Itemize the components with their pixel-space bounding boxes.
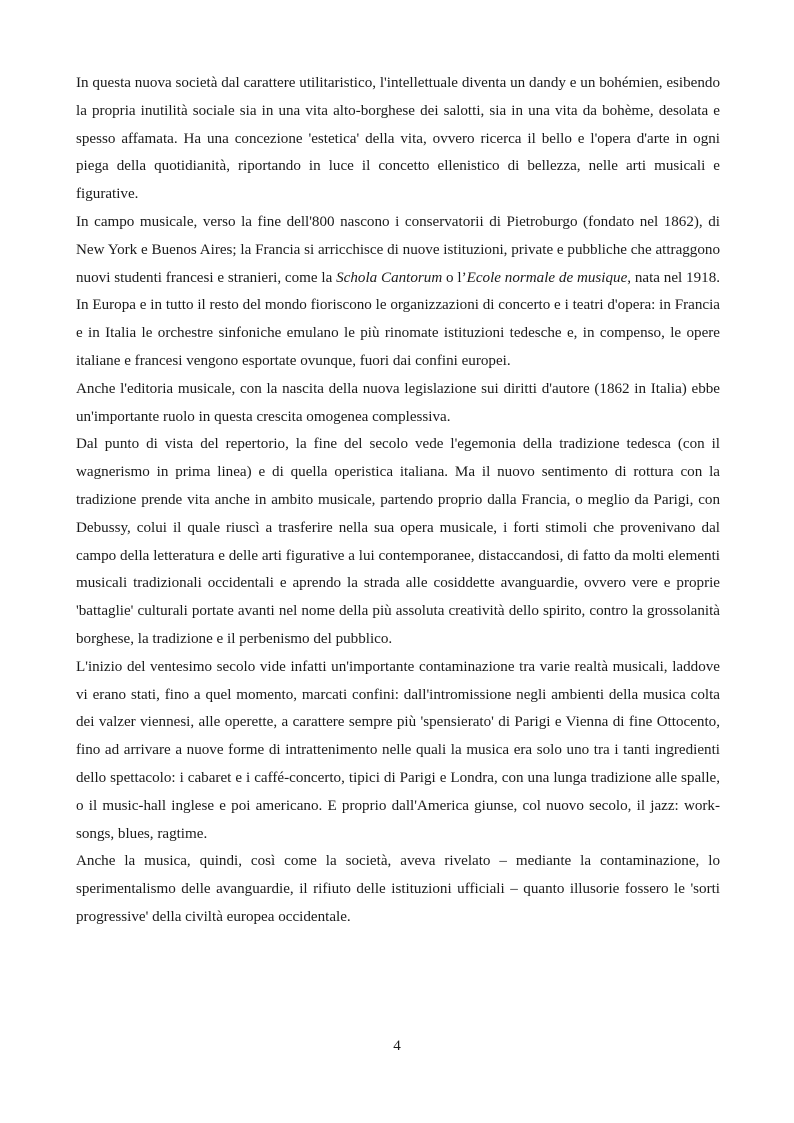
paragraph-musical-institutions [76,209,720,376]
paragraph-text: , nata nel 1918. In Europa e in tutto il resto del mondo fioriscono le organizzazioni di concerto e i teatri d'opera: in Francia e in Italia le orchestre sinfoniche emulano le più rinomate istituzioni tedesche e, in compenso, le opere italiane e francesi vengono esportate ovunque, fuori dai confini europei. [76,269,721,369]
italic-title-schola-cantorum: Schola Cantorum [336,269,443,286]
italic-title-ecole-normale: Ecole normale de musique [466,269,628,286]
paragraph-text: o l’ [442,269,467,286]
page-number: 4 [393,1038,401,1054]
paragraph-intellectual-dandy: In questa nuova società dal carattere utilitaristico, l'intellettuale diventa un dandy e un bohémien, esibendo la propria inutilità sociale sia in una vita alto-borghese dei salotti, sia in una vita da bohème, desolata e spesso affamata. Ha una concezione 'estetica' della vita, ovvero ricerca il bello e l'opera d'arte in ogni piega della quotidianità, riportando in luce il concetto ellenistico di bellezza, nelle arti musicali e figurative. [76,75,720,203]
paragraph-twentieth-century: L'inizio del ventesimo secolo vide infatti un'importante contaminazione tra varie realtà musicali, laddove vi erano stati, fino a quel momento, marcati confini: dall'intromissione negli ambienti della musica colta dei valzer viennesi, alle operette, a carattere sempre più 'spensierato' di Parigi e Vienna di fine Ottocento, fino ad arrivare a nuove forme di intrattenimento nelle quali la musica era solo uno tra i tanti ingredienti dello spettacolo: i cabaret e i caffé-concerto, tipici di Parigi e Londra, con una lunga tradizione alle spalle, o il music-hall inglese e poi americano. E proprio dall'America giunse, col nuovo secolo, il jazz: work-songs, blues, ragtime. [76,658,720,842]
paragraph-music-publishing: Anche l'editoria musicale, con la nascita della nuova legislazione sui diritti d'autore (1862 in Italia) ebbe un'importante ruolo in questa crescita omogenea complessiva. [76,380,720,425]
paragraph-conclusion: Anche la musica, quindi, così come la società, aveva rivelato – mediante la contaminazione, lo sperimentalismo delle avanguardie, il rifiuto delle istituzioni ufficiali – quanto illusorie fossero le 'sorti progressive' della civiltà europea occidentale. [76,853,720,925]
paragraph-repertoire: Dal punto di vista del repertorio, la fine del secolo vede l'egemonia della tradizione tedesca (con il wagnerismo in prima linea) e di quella operistica italiana. Ma il nuovo sentimento di rottura con la tradizione prende vita anche in ambito musicale, partendo proprio dalla Francia, o meglio da Parigi, con Debussy, colui il quale riuscì a trasferire nella sua opera musicale, i forti stimoli che provenivano dal campo della letteratura e delle arti figurative a lui contemporanee, distaccandosi, di fatto da molti elementi musicali tradizionali occidentali e aprendo la strada alle cosiddette avanguardie, ovvero vere e proprie 'battaglie' culturali portate avanti nel nome della più assoluta creatività dello spirito, contro la grossolanità borghese, la tradizione e il perbenismo del pubblico. [76,436,720,647]
page-body [76,70,720,932]
paragraph-text: In campo musicale, verso la fine dell'800 nascono i conservatorii di Pietroburgo (fondato nel 1862), di New York e Buenos Aires; la Francia si arricchisce di nuove istituzioni, private e pubbliche che attraggono nuovi studenti francesi e stranieri, come la [76,213,720,286]
